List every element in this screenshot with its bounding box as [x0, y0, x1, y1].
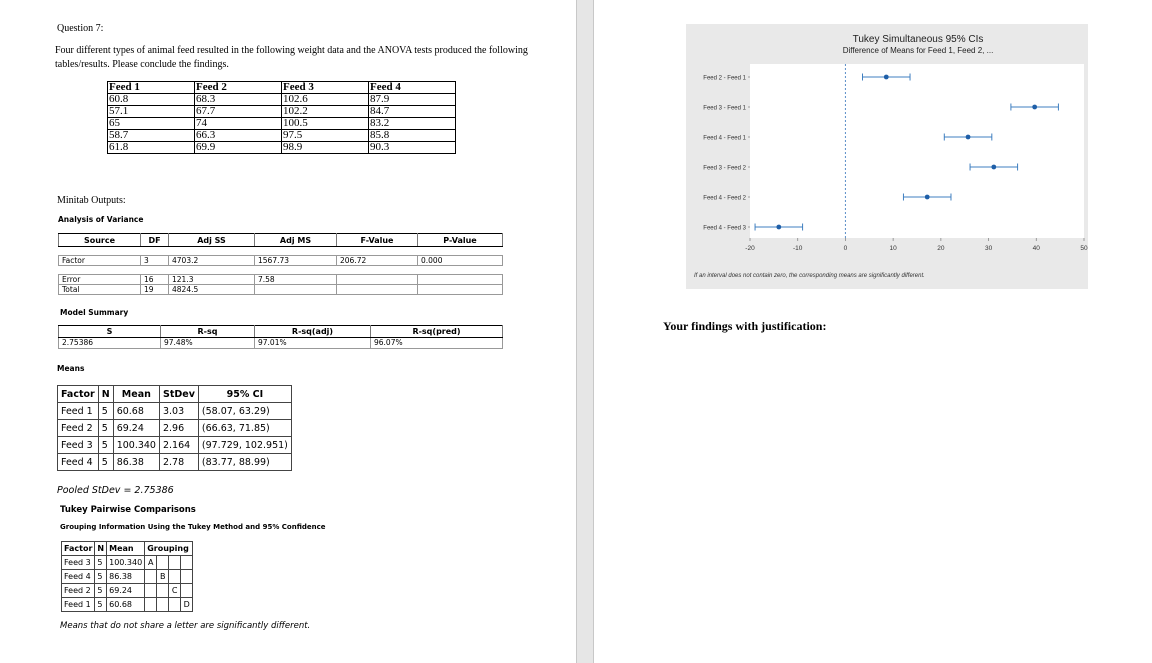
chart-title: Tukey Simultaneous 95% CIs — [852, 34, 984, 45]
grouping-table — [61, 541, 193, 612]
grouping-cell: 5 — [95, 598, 107, 612]
feed-cell: 66.3 — [195, 130, 282, 142]
grouping-letter — [157, 598, 169, 612]
anova-cell — [418, 285, 503, 295]
x-tick-label: 50 — [1080, 245, 1088, 252]
feed-cell: 102.6 — [282, 94, 369, 106]
feed-cell: 87.9 — [369, 94, 456, 106]
grouping-cell: 69.24 — [107, 584, 145, 598]
model-header: R-sq — [161, 326, 255, 338]
feed-cell: 90.3 — [369, 142, 456, 154]
x-tick-label: 40 — [1032, 245, 1040, 252]
anova-cell: Factor — [59, 256, 141, 266]
model-cell: 97.01% — [255, 338, 371, 349]
feed-cell: 57.1 — [108, 106, 195, 118]
feed-header: Feed 2 — [195, 82, 282, 94]
means-header-row — [58, 386, 292, 403]
means-title: Means — [57, 364, 85, 373]
ci-point-estimate — [991, 165, 996, 170]
model-summary-title: Model Summary — [60, 308, 129, 317]
means-cell: Feed 2 — [58, 420, 99, 437]
anova-cell: Error — [59, 275, 141, 285]
feed-cell: 98.9 — [282, 142, 369, 154]
anova-cell — [337, 275, 418, 285]
grouping-cell: Feed 2 — [62, 584, 95, 598]
grouping-row — [62, 556, 193, 570]
means-cell: (66.63, 71.85) — [198, 420, 291, 437]
means-row — [58, 454, 292, 471]
ci-point-estimate — [884, 75, 889, 80]
feed-cell: 85.8 — [369, 130, 456, 142]
y-category-label: Feed 4 - Feed 3 — [703, 225, 746, 232]
feed-cell: 65 — [108, 118, 195, 130]
anova-cell: 4703.2 — [169, 256, 255, 266]
model-row — [59, 338, 503, 349]
feed-row — [108, 118, 456, 130]
grouping-letter — [181, 584, 193, 598]
anova-cell: 121.3 — [169, 275, 255, 285]
feed-cell: 61.8 — [108, 142, 195, 154]
x-tick-label: 0 — [843, 245, 848, 252]
anova-cell: 1567.73 — [255, 256, 337, 266]
feed-row — [108, 106, 456, 118]
grouping-header: N — [95, 542, 107, 556]
grouping-letter — [157, 584, 169, 598]
feed-cell: 100.5 — [282, 118, 369, 130]
grouping-cell: 5 — [95, 556, 107, 570]
means-cell: (97.729, 102.951) — [198, 437, 291, 454]
means-cell: 3.03 — [159, 403, 198, 420]
grouping-cell: 100.340 — [107, 556, 145, 570]
x-tick-label: 10 — [889, 245, 897, 252]
means-cell: 5 — [98, 403, 113, 420]
grouping-letter — [169, 570, 181, 584]
grouping-letter — [145, 570, 157, 584]
anova-header: F-Value — [337, 234, 418, 247]
grouping-letter — [181, 556, 193, 570]
means-cell: Feed 3 — [58, 437, 99, 454]
feed-cell: 102.2 — [282, 106, 369, 118]
anova-row — [59, 275, 503, 285]
means-cell: 60.68 — [113, 403, 159, 420]
findings-label: Your findings with justification: — [663, 319, 827, 333]
ci-point-estimate — [966, 135, 971, 140]
grouping-letter — [145, 584, 157, 598]
means-row — [58, 420, 292, 437]
means-cell: 2.78 — [159, 454, 198, 471]
page-edge — [576, 0, 577, 663]
feed-cell: 67.7 — [195, 106, 282, 118]
model-header-row — [59, 326, 503, 338]
anova-cell: 4824.5 — [169, 285, 255, 295]
anova-cell: Total — [59, 285, 141, 295]
pooled-stdev: Pooled StDev = 2.75386 — [57, 485, 174, 496]
feed-cell: 69.9 — [195, 142, 282, 154]
means-header: StDev — [159, 386, 198, 403]
y-category-label: Feed 2 - Feed 1 — [703, 75, 746, 82]
means-cell: 100.340 — [113, 437, 159, 454]
anova-cell — [418, 275, 503, 285]
tukey-chart — [686, 24, 1088, 289]
plot-background — [750, 64, 1084, 238]
feed-header: Feed 1 — [108, 82, 195, 94]
y-category-label: Feed 4 - Feed 2 — [703, 195, 746, 202]
grouping-row — [62, 570, 193, 584]
means-cell: 5 — [98, 420, 113, 437]
feed-cell: 74 — [195, 118, 282, 130]
anova-cell: 206.72 — [337, 256, 418, 266]
feed-header: Feed 4 — [369, 82, 456, 94]
feed-cell: 68.3 — [195, 94, 282, 106]
tukey-subtitle: Grouping Information Using the Tukey Method and 95% Confidence — [60, 523, 326, 531]
minitab-heading: Minitab Outputs: — [57, 195, 126, 206]
feed-row — [108, 130, 456, 142]
model-cell: 97.48% — [161, 338, 255, 349]
grouping-letter — [157, 556, 169, 570]
grouping-letter: C — [169, 584, 181, 598]
model-header: R-sq(adj) — [255, 326, 371, 338]
means-cell: 5 — [98, 454, 113, 471]
feed-row — [108, 94, 456, 106]
x-tick-label: 30 — [984, 245, 993, 252]
grouping-cell: 60.68 — [107, 598, 145, 612]
means-cell: (58.07, 63.29) — [198, 403, 291, 420]
grouping-letter — [169, 556, 181, 570]
grouping-letter — [181, 570, 193, 584]
x-tick-label: -10 — [793, 245, 803, 252]
grouping-row — [62, 584, 193, 598]
x-tick-label: 20 — [937, 245, 945, 252]
means-header: Mean — [113, 386, 159, 403]
means-cell: 86.38 — [113, 454, 159, 471]
page-gutter — [576, 0, 594, 663]
grouping-header: Factor — [62, 542, 95, 556]
model-header: R-sq(pred) — [371, 326, 503, 338]
anova-header: Adj MS — [255, 234, 337, 247]
anova-cell: 7.58 — [255, 275, 337, 285]
feed-cell: 83.2 — [369, 118, 456, 130]
model-header: S — [59, 326, 161, 338]
anova-cell: 3 — [141, 256, 169, 266]
grouping-cell: 5 — [95, 584, 107, 598]
means-cell: (83.77, 88.99) — [198, 454, 291, 471]
means-header: Factor — [58, 386, 99, 403]
feed-cell: 84.7 — [369, 106, 456, 118]
feed-cell: 60.8 — [108, 94, 195, 106]
anova-cell — [337, 285, 418, 295]
means-cell: 2.96 — [159, 420, 198, 437]
grouping-letter — [169, 598, 181, 612]
grouping-cell: Feed 1 — [62, 598, 95, 612]
grouping-row — [62, 598, 193, 612]
anova-cell: 19 — [141, 285, 169, 295]
feed-row — [108, 142, 456, 154]
means-row — [58, 403, 292, 420]
means-header: N — [98, 386, 113, 403]
ci-point-estimate — [925, 195, 930, 200]
tukey-chart-panel — [686, 24, 1088, 289]
feed-cell: 58.7 — [108, 130, 195, 142]
anova-cell — [255, 285, 337, 295]
question-title: Question 7: — [57, 23, 104, 34]
model-summary-table — [58, 325, 503, 349]
means-cell: 5 — [98, 437, 113, 454]
anova-header: Adj SS — [169, 234, 255, 247]
plot-area — [703, 64, 1088, 252]
grouping-note: Means that do not share a letter are significantly different. — [60, 621, 311, 631]
model-cell: 2.75386 — [59, 338, 161, 349]
means-row — [58, 437, 292, 454]
anova-cell: 16 — [141, 275, 169, 285]
anova-header: P-Value — [418, 234, 503, 247]
tukey-title: Tukey Pairwise Comparisons — [60, 505, 196, 515]
means-cell: Feed 1 — [58, 403, 99, 420]
grouping-header-row — [62, 542, 193, 556]
means-cell: 69.24 — [113, 420, 159, 437]
anova-row — [59, 256, 503, 266]
question-intro: Four different types of animal feed resulted in the following weight data and the ANOVA tests produced the following tables/results. Please conclude the findings. — [55, 45, 528, 70]
grouping-cell: Feed 4 — [62, 570, 95, 584]
y-category-label: Feed 4 - Feed 1 — [703, 135, 746, 142]
feed-header-row — [108, 82, 456, 94]
grouping-cell: 86.38 — [107, 570, 145, 584]
means-cell: Feed 4 — [58, 454, 99, 471]
model-cell: 96.07% — [371, 338, 503, 349]
grouping-cell: Feed 3 — [62, 556, 95, 570]
feed-cell: 97.5 — [282, 130, 369, 142]
ci-point-estimate — [1032, 105, 1037, 110]
grouping-letter — [145, 598, 157, 612]
means-cell: 2.164 — [159, 437, 198, 454]
grouping-header: Grouping — [145, 542, 193, 556]
right-page — [594, 0, 1152, 663]
anova-header-row — [59, 234, 503, 247]
y-category-label: Feed 3 - Feed 1 — [703, 105, 746, 112]
x-tick-label: -20 — [745, 245, 755, 252]
grouping-letter: B — [157, 570, 169, 584]
anova-header: DF — [141, 234, 169, 247]
means-header: 95% CI — [198, 386, 291, 403]
anova-cell: 0.000 — [418, 256, 503, 266]
means-table — [57, 385, 292, 471]
anova-row — [59, 285, 503, 295]
anova-table — [58, 233, 503, 295]
grouping-letter: A — [145, 556, 157, 570]
grouping-letter: D — [181, 598, 193, 612]
y-category-label: Feed 3 - Feed 2 — [703, 165, 746, 172]
feed-data-table — [107, 81, 456, 154]
anova-title: Analysis of Variance — [58, 215, 144, 224]
feed-header: Feed 3 — [282, 82, 369, 94]
grouping-header: Mean — [107, 542, 145, 556]
anova-header: Source — [59, 234, 141, 247]
grouping-cell: 5 — [95, 570, 107, 584]
chart-subtitle: Difference of Means for Feed 1, Feed 2, ... — [842, 46, 994, 55]
ci-point-estimate — [776, 225, 781, 230]
chart-footnote: If an interval does not contain zero, the corresponding means are significantly different. — [694, 273, 925, 279]
